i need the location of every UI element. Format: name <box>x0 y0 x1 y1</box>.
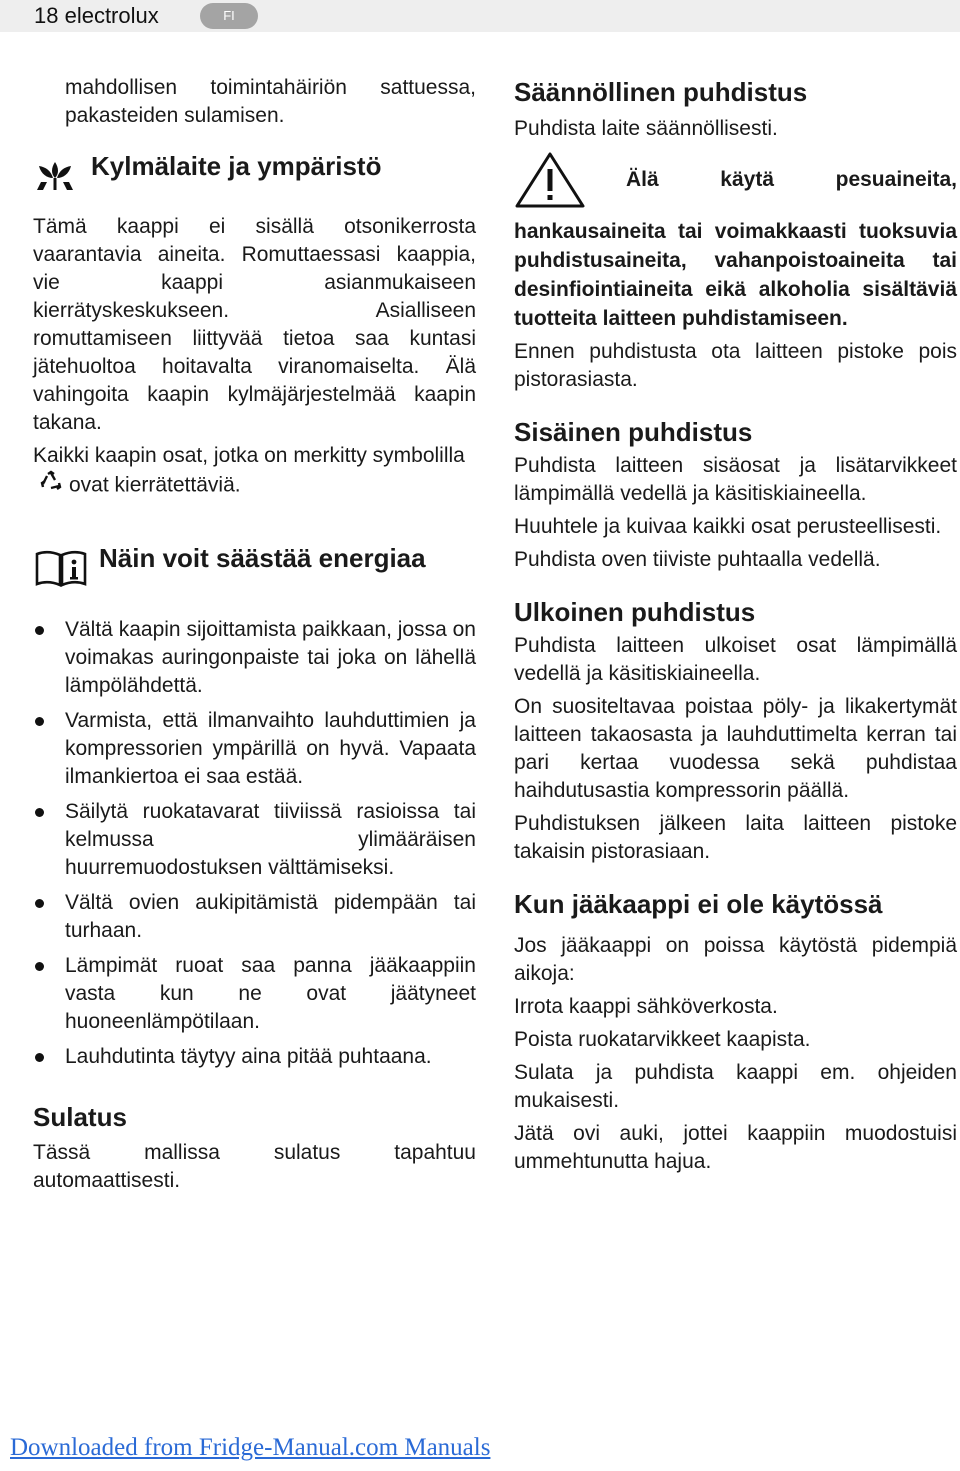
inside-cleaning-title: Sisäinen puhdistus <box>514 417 753 447</box>
bullet-icon <box>35 1053 44 1062</box>
page-header <box>0 0 960 32</box>
inside-cleaning-p1: Puhdista laitteen sisäosat ja lisätarvikkeet lämpimällä vedellä ja käsitiskiaineella. <box>514 454 957 505</box>
recycle-text-after: ovat kierrätettäviä. <box>69 473 241 497</box>
language-badge: FI <box>200 3 258 29</box>
inside-cleaning-p3: Puhdista oven tiiviste puhtaalla vedellä. <box>514 548 881 571</box>
recycle-text-before: Kaikki kaapin osat, jotka on merkitty symbolilla <box>33 444 465 467</box>
defrost-title: Sulatus <box>33 1102 127 1132</box>
intro-text: mahdollisen toimintahäiriön sattuessa, pakasteiden sulamisen. <box>65 76 476 127</box>
unused-p4: Sulata ja puhdista kaappi em. ohjeiden mukaisesti. <box>514 1061 957 1112</box>
defrost-text: Tässä mallissa sulatus tapahtuu automaattisesti. <box>33 1141 476 1192</box>
warning-icon <box>514 151 586 217</box>
unused-p2: Irrota kaappi sähköverkosta. <box>514 995 778 1018</box>
flower-icon <box>33 158 77 199</box>
outside-cleaning-p3: Puhdistuksen jälkeen laita laitteen pistoke takaisin pistorasiaan. <box>514 812 957 863</box>
list-item: Lauhdutinta täytyy aina pitää puhtaana. <box>33 1043 476 1071</box>
bullet-icon <box>35 717 44 726</box>
recycle-paragraph <box>33 442 476 502</box>
energy-title: Näin voit säästää energiaa <box>99 543 426 573</box>
list-item: Säilytä ruokatavarat tiiviissä rasioissa tai kelmussa ylimääräisen huurremuodostuksen välttämiseksi. <box>33 798 476 882</box>
unused-title: Kun jääkaappi ei ole käytössä <box>514 889 883 919</box>
regular-cleaning-title: Säännöllinen puhdistus <box>514 77 808 107</box>
unused-p1: Jos jääkaappi on poissa käytöstä pidempiä aikoja: <box>514 934 957 985</box>
bullet-icon <box>35 962 44 971</box>
download-source-link[interactable]: Downloaded from Fridge-Manual.com Manuals <box>10 1434 491 1461</box>
regular-cleaning-text: Puhdista laite säännöllisesti. <box>514 117 778 140</box>
energy-tips-list <box>33 616 476 1071</box>
unplug-text: Ennen puhdistusta ota laitteen pistoke pois pistorasiasta. <box>514 340 957 391</box>
unused-p5: Jätä ovi auki, jottei kaappiin muodostuisi ummehtunutta hajua. <box>514 1122 957 1173</box>
warning-rest-text: hankausaineita tai voimakkaasti tuoksuvia puhdistusaineita, vahanpoistoaineita tai desinfiointiaineita eikä alkoholia sisältäviä tuotteita laitteen puhdistamiseen. <box>514 220 957 330</box>
outside-cleaning-p2: On suositeltavaa poistaa pöly- ja likakertymät laitteen takaosasta ja lauhduttimelta kerran tai pari kertaa vuodessa sekä puhdistaa haihdutusastia kompressorin päällä. <box>514 695 957 802</box>
list-item: Vältä ovien aukipitämistä pidempään tai turhaan. <box>33 889 476 945</box>
bullet-icon <box>35 899 44 908</box>
environment-title: Kylmälaite ja ympäristö <box>91 151 382 181</box>
list-item: Varmista, että ilmanvaihto lauhduttimien ja kompressorien ympärillä on hyvä. Vapaata ilmankiertoa ei saa estää. <box>33 707 476 791</box>
unused-p3: Poista ruokatarvikkeet kaapista. <box>514 1028 811 1051</box>
outside-cleaning-title: Ulkoinen puhdistus <box>514 597 756 627</box>
warning-block <box>514 165 957 333</box>
energy-heading <box>33 542 476 593</box>
inside-cleaning-p2: Huuhtele ja kuivaa kaikki osat perusteellisesti. <box>514 515 942 538</box>
bullet-icon <box>35 626 44 635</box>
outside-cleaning-p1: Puhdista laitteen ulkoiset osat lämpimällä vedellä ja käsitiskiaineella. <box>514 634 957 685</box>
left-column <box>33 72 476 1195</box>
recycle-icon <box>39 470 63 502</box>
environment-heading <box>33 150 476 199</box>
warning-first-text: Älä käytä pesuaineita, <box>626 168 957 191</box>
bullet-icon <box>35 808 44 817</box>
page-number: 18 electrolux <box>34 3 159 28</box>
warning-first-line <box>514 165 957 217</box>
environment-paragraph: Tämä kaappi ei sisällä otsonikerrosta vaarantavia aineita. Romuttaessasi kaappia, vie kaappi asianmukaiseen kierrätyskeskukseen. Asialliseen romuttamiseen liittyvää tietoa saa kuntasi jätehuoltoa hoitavalta viranomaiselta. Älä vahingoita kaapin kylmäjärjestelmää kaapin takana. <box>33 215 476 434</box>
info-book-icon <box>33 548 89 593</box>
list-item: Lämpimät ruoat saa panna jääkaappiin vasta kun ne ovat jäätyneet huoneenlämpötilaan. <box>33 952 476 1036</box>
right-column <box>514 72 957 1176</box>
list-item: Vältä kaapin sijoittamista paikkaan, jossa on voimakas auringonpaiste tai joka on lähellä lämpölähdettä. <box>33 616 476 700</box>
